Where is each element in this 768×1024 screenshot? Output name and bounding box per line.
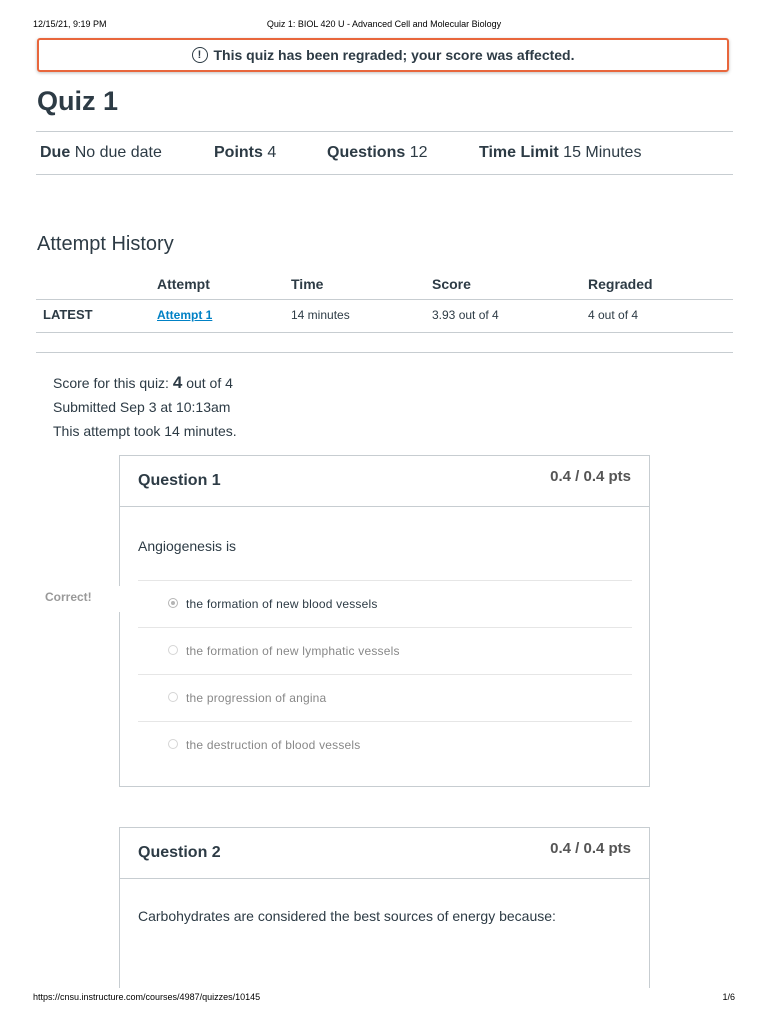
attempt-score: 3.93 out of 4 — [432, 308, 499, 322]
meta-points — [214, 144, 276, 162]
question-2 — [119, 827, 650, 988]
answer-text: the formation of new lymphatic vessels — [186, 644, 400, 658]
table-header — [36, 270, 733, 300]
attempt-1-link[interactable]: Attempt 1 — [157, 308, 213, 322]
duration-text: This attempt took 14 minutes. — [53, 423, 237, 439]
score-line — [53, 371, 237, 395]
page-title: Quiz 1 — [37, 86, 119, 116]
print-date: 12/15/21, 9:19 PM — [33, 19, 107, 29]
attempt-time: 14 minutes — [291, 308, 350, 322]
meta-questions — [327, 144, 427, 162]
radio-icon — [168, 692, 178, 702]
answer-text: the formation of new blood vessels — [186, 597, 378, 611]
attempt-history-table — [36, 270, 733, 333]
meta-questions-label: Questions — [327, 144, 406, 161]
meta-points-label: Points — [214, 144, 263, 161]
regrade-banner-text: This quiz has been regraded; your score was affected. — [213, 47, 575, 63]
column-header-attempt: Attempt — [157, 276, 210, 292]
answer-text: the progression of angina — [186, 691, 327, 705]
print-title: Quiz 1: BIOL 420 U - Advanced Cell and Molecular Biology — [266, 19, 502, 29]
attempt-regraded: 4 out of 4 — [588, 308, 639, 322]
meta-due-value: No due date — [74, 144, 162, 161]
question-text: Angiogenesis is — [138, 538, 237, 554]
meta-due — [40, 144, 162, 162]
meta-time-limit — [479, 144, 641, 162]
regrade-banner — [37, 38, 729, 72]
exclamation-circle-icon: ! — [192, 47, 208, 63]
column-header-score: Score — [432, 276, 471, 292]
question-text: Carbohydrates are considered the best sources of energy because: — [138, 908, 556, 924]
print-url: https://cnsu.instructure.com/courses/4987/quizzes/10145 — [33, 992, 261, 1002]
print-header — [0, 0, 768, 36]
meta-time-limit-value: 15 Minutes — [563, 144, 642, 161]
divider — [36, 352, 733, 353]
meta-points-value: 4 — [267, 144, 277, 161]
question-points: 0.4 / 0.4 pts — [550, 840, 631, 857]
correct-tag: Correct! — [37, 586, 120, 612]
column-header-regraded: Regraded — [588, 276, 653, 292]
answer-option[interactable] — [138, 721, 632, 768]
meta-due-label: Due — [40, 144, 71, 161]
question-header — [120, 456, 649, 507]
column-header-time: Time — [291, 276, 324, 292]
radio-icon — [168, 645, 178, 655]
meta-time-limit-label: Time Limit — [479, 144, 559, 161]
question-name: Question 2 — [138, 844, 221, 861]
submitted-text: Submitted Sep 3 at 10:13am — [53, 399, 231, 415]
question-header — [120, 828, 649, 879]
radio-icon — [168, 739, 178, 749]
latest-tag: LATEST — [43, 307, 93, 322]
question-name: Question 1 — [138, 472, 221, 489]
radio-selected-icon — [168, 598, 178, 608]
meta-questions-value: 12 — [409, 144, 428, 161]
attempt-history-title: Attempt History — [37, 233, 174, 255]
score-prefix: Score for this quiz: — [53, 375, 169, 391]
question-points: 0.4 / 0.4 pts — [550, 468, 631, 485]
print-page-number: 1/6 — [722, 992, 735, 1002]
answer-option[interactable] — [138, 674, 632, 721]
question-1 — [119, 455, 650, 787]
table-row — [36, 300, 733, 333]
answer-list — [138, 580, 632, 768]
score-value: 4 — [172, 373, 183, 392]
quiz-meta — [36, 131, 733, 175]
score-summary — [53, 371, 237, 443]
answer-option[interactable] — [138, 580, 632, 627]
answer-text: the destruction of blood vessels — [186, 738, 361, 752]
score-suffix: out of 4 — [186, 375, 233, 391]
answer-option[interactable] — [138, 627, 632, 674]
